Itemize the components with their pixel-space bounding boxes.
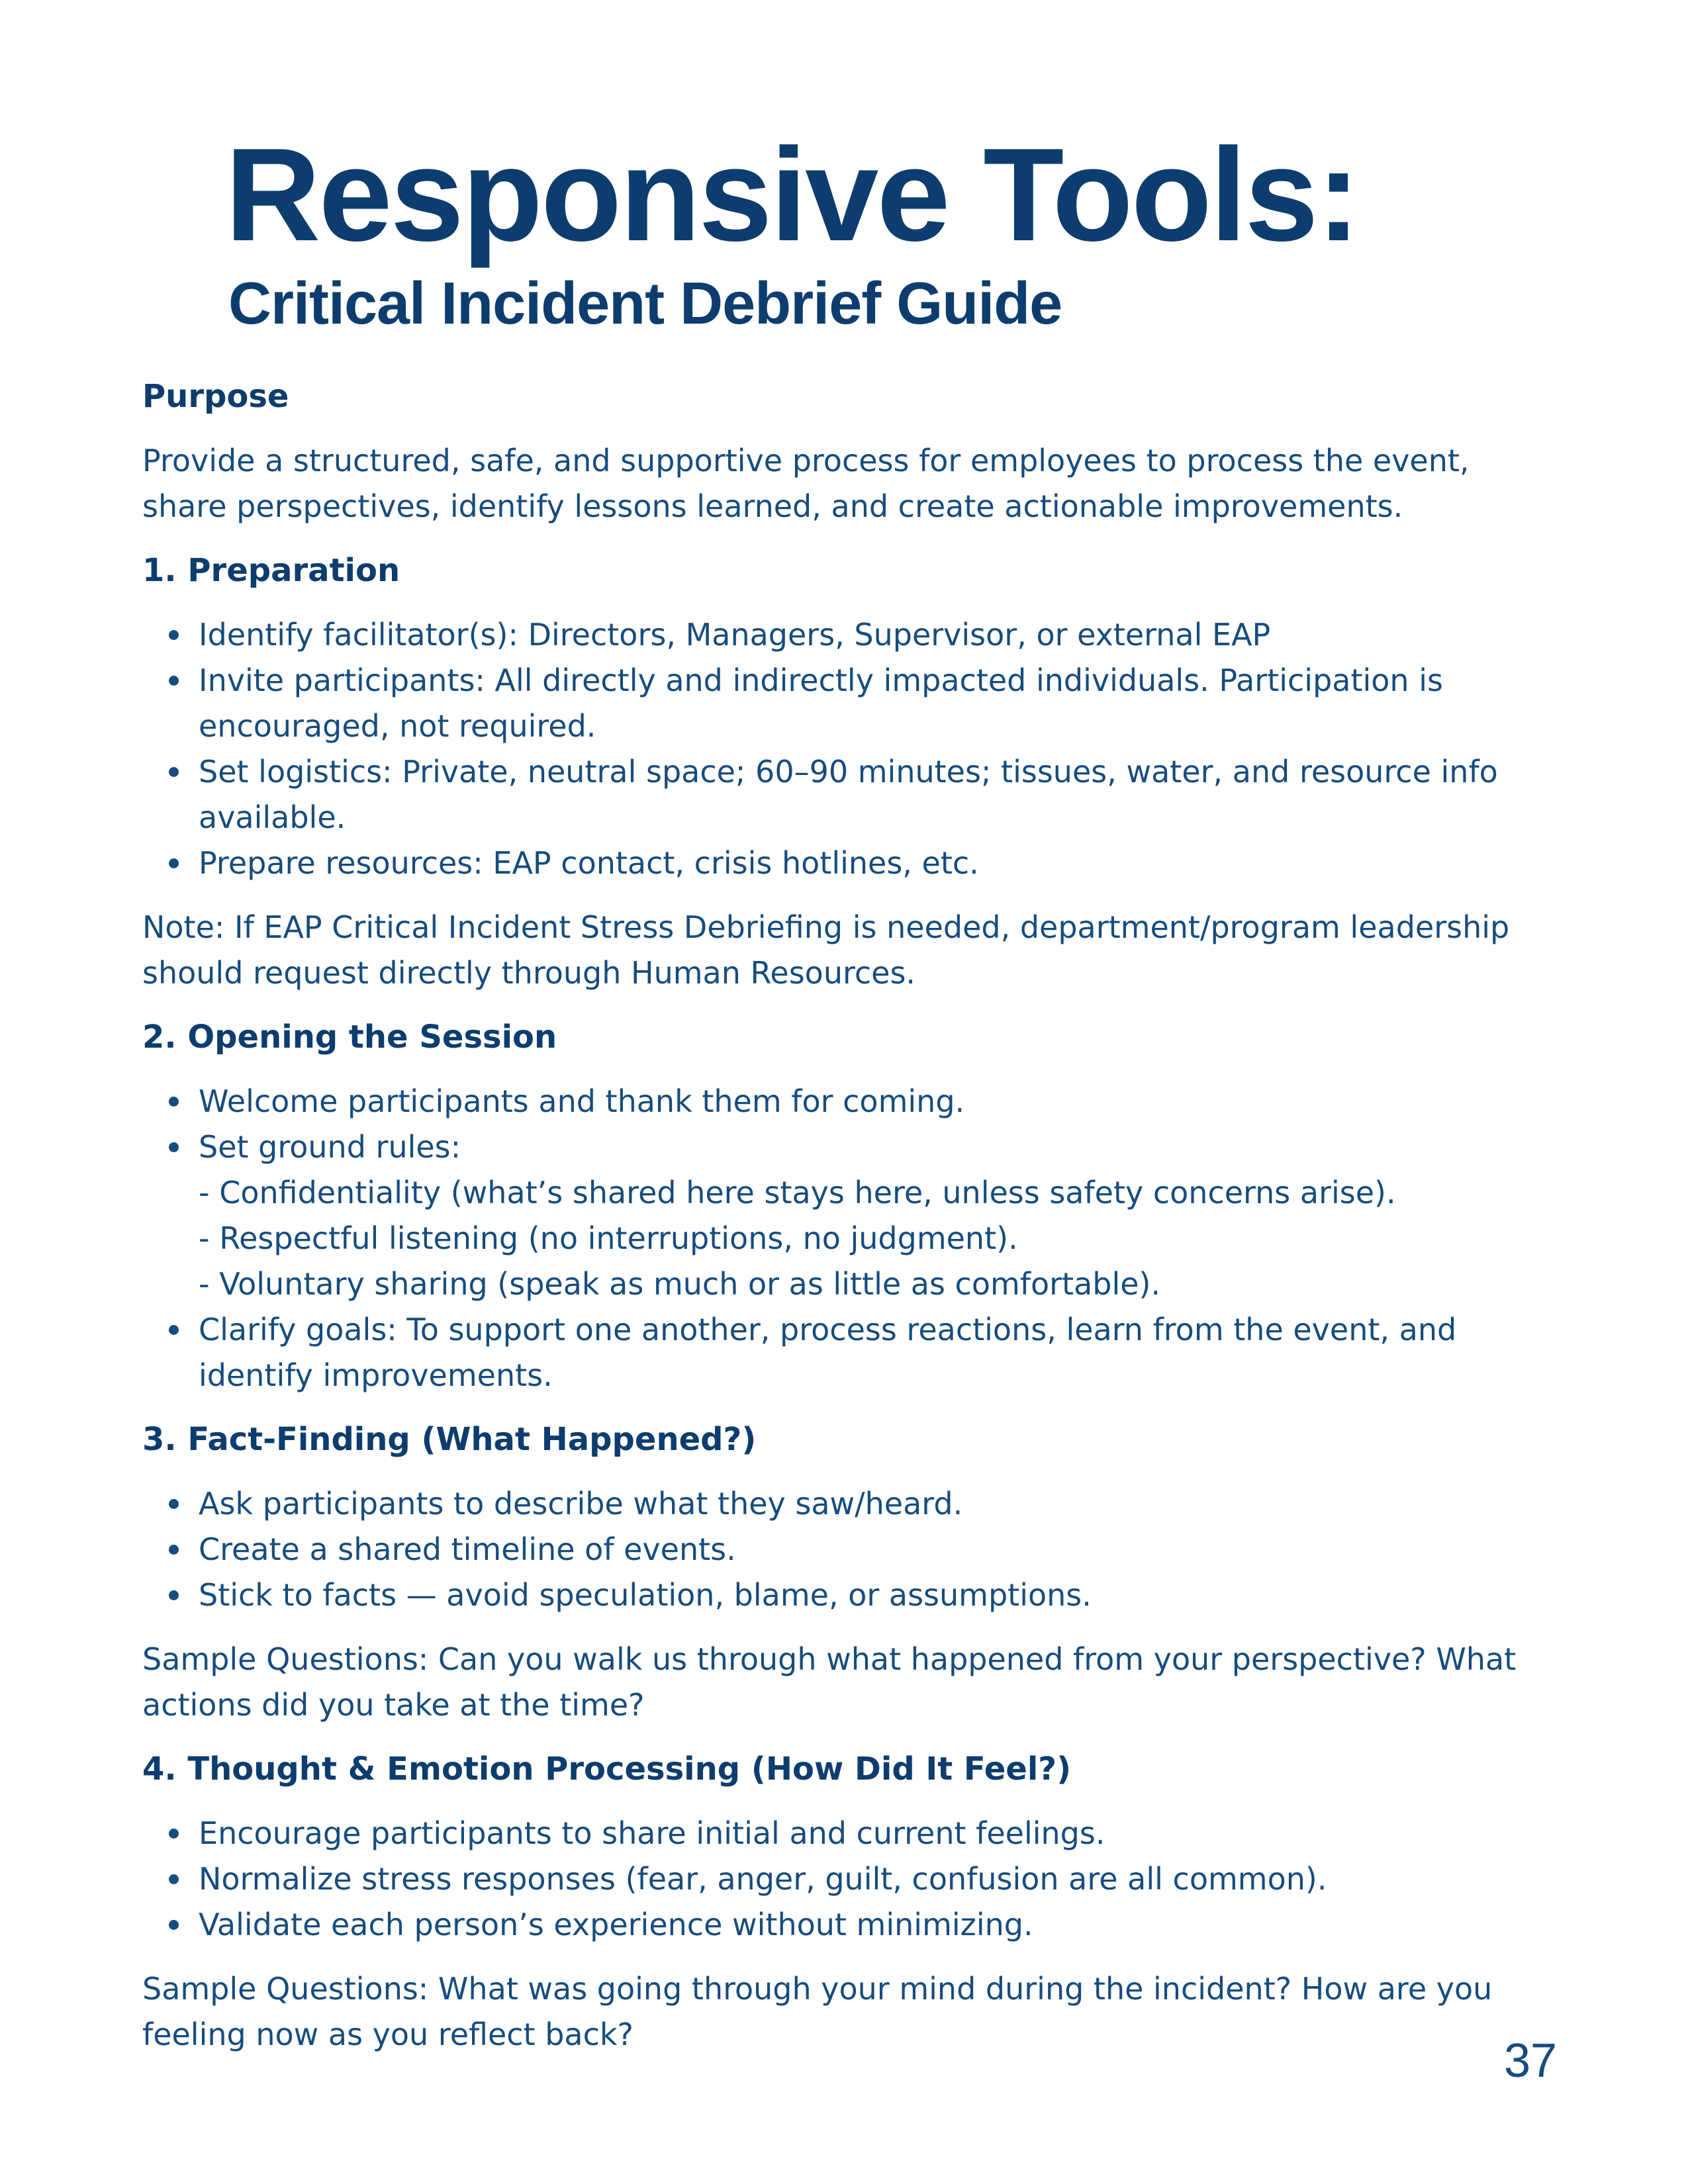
list-item-text: Prepare resources: EAP contact, crisis hotlines, etc. — [199, 845, 979, 881]
page-number: 37 — [1504, 2034, 1558, 2087]
opening-list — [142, 1079, 1559, 1398]
list-item-text: Validate each person’s experience without minimizing. — [199, 1907, 1033, 1942]
fact-finding-list — [142, 1481, 1559, 1618]
emotion-processing-sample-questions: Sample Questions: What was going through your mind during the incident? How are you feeling now as you reflect back? — [142, 1971, 1493, 2052]
list-item-text: Clarify goals: To support one another, process reactions, learn from the event, and identify improvements. — [199, 1312, 1457, 1393]
ground-rule-listening: - Respectful listening (no interruptions, no judgment). — [199, 1220, 1018, 1256]
list-item — [142, 841, 1559, 886]
list-item — [142, 1079, 1559, 1124]
purpose-text: Provide a structured, safe, and supportive process for employees to process the event, share perspectives, identify lessons learned, and create actionable improvements. — [142, 443, 1470, 524]
preparation-heading: 1. Preparation — [142, 552, 400, 589]
list-item-text: Ask participants to describe what they saw/heard. — [199, 1486, 963, 1522]
list-item — [142, 1124, 1559, 1307]
emotion-processing-section — [142, 1747, 1559, 2058]
fact-finding-sample-questions: Sample Questions: Can you walk us through what happened from your perspective? What actions did you take at the time? — [142, 1641, 1517, 1723]
list-item — [142, 1902, 1559, 1948]
fact-finding-heading: 3. Fact-Finding (What Happened?) — [142, 1421, 757, 1458]
document-body — [142, 374, 1559, 2076]
list-item — [142, 658, 1559, 749]
emotion-processing-heading: 4. Thought & Emotion Processing (How Did It Feel?) — [142, 1751, 1072, 1788]
list-item-text: Encourage participants to share initial and current feelings. — [199, 1815, 1105, 1851]
emotion-processing-list — [142, 1811, 1559, 1948]
preparation-note: Note: If EAP Critical Incident Stress Debriefing is needed, department/program leadership should request directly through Human Resources. — [142, 909, 1510, 991]
preparation-section — [142, 548, 1559, 996]
preparation-list — [142, 612, 1559, 886]
list-item — [142, 1811, 1559, 1856]
ground-rule-voluntary: - Voluntary sharing (speak as much or as little as comfortable). — [199, 1266, 1161, 1302]
list-item — [142, 612, 1559, 658]
purpose-heading: Purpose — [142, 378, 289, 415]
list-item — [142, 1527, 1559, 1572]
list-item-text: Set ground rules: — [199, 1129, 461, 1165]
list-item-text: Create a shared timeline of events. — [199, 1531, 736, 1567]
list-item — [142, 749, 1559, 841]
ground-rule-confidentiality: - Confidentiality (what’s shared here stays here, unless safety concerns arise). — [199, 1175, 1396, 1210]
fact-finding-section — [142, 1417, 1559, 1728]
list-item-text: Normalize stress responses (fear, anger, guilt, confusion are all common). — [199, 1861, 1327, 1897]
list-item — [142, 1572, 1559, 1618]
page-title: Responsive Tools: — [225, 121, 1359, 269]
list-item-text: Identify facilitator(s): Directors, Managers, Supervisor, or external EAP — [199, 617, 1271, 653]
list-item — [142, 1856, 1559, 1902]
list-item-text: Set logistics: Private, neutral space; 60–90 minutes; tissues, water, and resource info available. — [199, 754, 1498, 835]
list-item-text: Invite participants: All directly and indirectly impacted individuals. Participation is encouraged, not required. — [199, 662, 1443, 744]
list-item-text: Welcome participants and thank them for coming. — [199, 1083, 965, 1119]
list-item — [142, 1307, 1559, 1398]
page-subtitle: Critical Incident Debrief Guide — [228, 271, 1062, 337]
opening-heading: 2. Opening the Session — [142, 1019, 557, 1056]
list-item — [142, 1481, 1559, 1527]
opening-section — [142, 1015, 1559, 1398]
purpose-section — [142, 374, 1559, 529]
list-item-text: Stick to facts — avoid speculation, blame, or assumptions. — [199, 1577, 1092, 1613]
